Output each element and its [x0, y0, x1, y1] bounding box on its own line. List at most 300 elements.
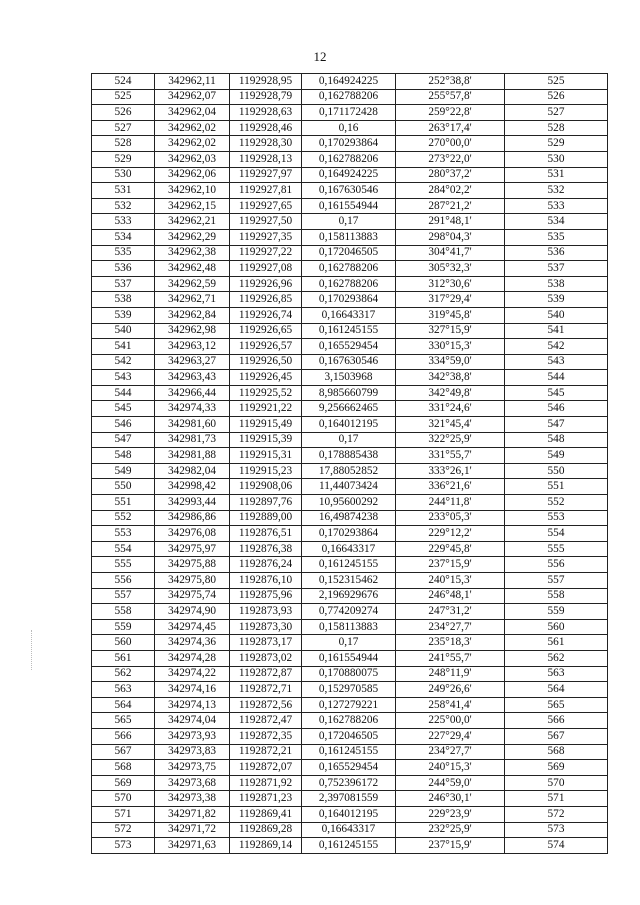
table-row — [92, 728, 608, 744]
x-coordinate-cell: 342971,72 — [155, 822, 230, 838]
table-row — [92, 105, 608, 121]
point-number-cell: 536 — [92, 261, 155, 277]
y-coordinate-cell: 1192872,87 — [230, 666, 302, 682]
distance-cell: 0,161245155 — [302, 557, 396, 573]
y-coordinate-cell: 1192869,14 — [230, 838, 302, 854]
x-coordinate-cell: 342974,36 — [155, 635, 230, 651]
x-coordinate-cell: 342973,83 — [155, 744, 230, 760]
x-coordinate-cell: 342962,06 — [155, 167, 230, 183]
next-point-cell: 560 — [505, 619, 608, 635]
point-number-cell: 570 — [92, 791, 155, 807]
distance-cell: 0,164012195 — [302, 417, 396, 433]
direction-angle-cell: 246°48,1' — [396, 588, 505, 604]
y-coordinate-cell: 1192928,30 — [230, 136, 302, 152]
direction-angle-cell: 234°27,7' — [396, 619, 505, 635]
x-coordinate-cell: 342962,48 — [155, 261, 230, 277]
y-coordinate-cell: 1192926,45 — [230, 370, 302, 386]
distance-cell: 16,49874238 — [302, 510, 396, 526]
direction-angle-cell: 240°15,3' — [396, 573, 505, 589]
point-number-cell: 525 — [92, 89, 155, 105]
point-number-cell: 569 — [92, 775, 155, 791]
point-number-cell: 540 — [92, 323, 155, 339]
y-coordinate-cell: 1192926,57 — [230, 339, 302, 355]
table-row — [92, 713, 608, 729]
point-number-cell: 565 — [92, 713, 155, 729]
table-row — [92, 463, 608, 479]
x-coordinate-cell: 342974,16 — [155, 682, 230, 698]
distance-cell: 0,162788206 — [302, 713, 396, 729]
distance-cell: 0,170293864 — [302, 292, 396, 308]
table-row — [92, 775, 608, 791]
y-coordinate-cell: 1192876,38 — [230, 541, 302, 557]
point-number-cell: 553 — [92, 526, 155, 542]
direction-angle-cell: 229°45,8' — [396, 541, 505, 557]
y-coordinate-cell: 1192928,95 — [230, 74, 302, 90]
next-point-cell: 567 — [505, 728, 608, 744]
direction-angle-cell: 322°25,9' — [396, 432, 505, 448]
distance-cell: 0,164012195 — [302, 806, 396, 822]
y-coordinate-cell: 1192872,56 — [230, 697, 302, 713]
direction-angle-cell: 235°18,3' — [396, 635, 505, 651]
table-row — [92, 74, 608, 90]
point-number-cell: 555 — [92, 557, 155, 573]
point-number-cell: 546 — [92, 417, 155, 433]
direction-angle-cell: 342°38,8' — [396, 370, 505, 386]
next-point-cell: 568 — [505, 744, 608, 760]
x-coordinate-cell: 342975,74 — [155, 588, 230, 604]
x-coordinate-cell: 342963,12 — [155, 339, 230, 355]
y-coordinate-cell: 1192926,65 — [230, 323, 302, 339]
distance-cell: 0,774209274 — [302, 604, 396, 620]
point-number-cell: 562 — [92, 666, 155, 682]
point-number-cell: 534 — [92, 229, 155, 245]
direction-angle-cell: 255°57,8' — [396, 89, 505, 105]
distance-cell: 0,178885438 — [302, 448, 396, 464]
table-row — [92, 838, 608, 854]
direction-angle-cell: 334°59,0' — [396, 354, 505, 370]
y-coordinate-cell: 1192915,23 — [230, 463, 302, 479]
direction-angle-cell: 291°48,1' — [396, 214, 505, 230]
point-number-cell: 567 — [92, 744, 155, 760]
table-row — [92, 791, 608, 807]
y-coordinate-cell: 1192915,39 — [230, 432, 302, 448]
x-coordinate-cell: 342981,88 — [155, 448, 230, 464]
distance-cell: 0,164924225 — [302, 74, 396, 90]
point-number-cell: 566 — [92, 728, 155, 744]
next-point-cell: 553 — [505, 510, 608, 526]
table-row — [92, 822, 608, 838]
distance-cell: 0,127279221 — [302, 697, 396, 713]
next-point-cell: 550 — [505, 463, 608, 479]
x-coordinate-cell: 342962,84 — [155, 307, 230, 323]
next-point-cell: 547 — [505, 417, 608, 433]
x-coordinate-cell: 342974,28 — [155, 650, 230, 666]
x-coordinate-cell: 342974,13 — [155, 697, 230, 713]
direction-angle-cell: 237°15,9' — [396, 838, 505, 854]
y-coordinate-cell: 1192869,28 — [230, 822, 302, 838]
distance-cell: 0,161554944 — [302, 650, 396, 666]
next-point-cell: 530 — [505, 151, 608, 167]
table-row — [92, 198, 608, 214]
point-number-cell: 559 — [92, 619, 155, 635]
x-coordinate-cell: 342975,97 — [155, 541, 230, 557]
y-coordinate-cell: 1192873,17 — [230, 635, 302, 651]
point-number-cell: 551 — [92, 495, 155, 511]
direction-angle-cell: 233°05,3' — [396, 510, 505, 526]
table-row — [92, 697, 608, 713]
y-coordinate-cell: 1192915,49 — [230, 417, 302, 433]
distance-cell: 0,158113883 — [302, 229, 396, 245]
distance-cell: 0,158113883 — [302, 619, 396, 635]
point-number-cell: 538 — [92, 292, 155, 308]
table-row — [92, 276, 608, 292]
distance-cell: 2,397081559 — [302, 791, 396, 807]
y-coordinate-cell: 1192927,22 — [230, 245, 302, 261]
x-coordinate-cell: 342963,43 — [155, 370, 230, 386]
point-number-cell: 530 — [92, 167, 155, 183]
y-coordinate-cell: 1192876,24 — [230, 557, 302, 573]
y-coordinate-cell: 1192876,51 — [230, 526, 302, 542]
table-row — [92, 307, 608, 323]
point-number-cell: 539 — [92, 307, 155, 323]
direction-angle-cell: 246°30,1' — [396, 791, 505, 807]
y-coordinate-cell: 1192926,74 — [230, 307, 302, 323]
y-coordinate-cell: 1192927,97 — [230, 167, 302, 183]
y-coordinate-cell: 1192927,81 — [230, 183, 302, 199]
point-number-cell: 544 — [92, 385, 155, 401]
next-point-cell: 526 — [505, 89, 608, 105]
point-number-cell: 563 — [92, 682, 155, 698]
y-coordinate-cell: 1192871,92 — [230, 775, 302, 791]
next-point-cell: 534 — [505, 214, 608, 230]
y-coordinate-cell: 1192897,76 — [230, 495, 302, 511]
direction-angle-cell: 327°15,9' — [396, 323, 505, 339]
table-row — [92, 495, 608, 511]
coordinates-table — [91, 73, 608, 854]
table-row — [92, 744, 608, 760]
x-coordinate-cell: 342974,33 — [155, 401, 230, 417]
direction-angle-cell: 305°32,3' — [396, 261, 505, 277]
table-row — [92, 370, 608, 386]
next-point-cell: 538 — [505, 276, 608, 292]
next-point-cell: 535 — [505, 229, 608, 245]
table-row — [92, 650, 608, 666]
x-coordinate-cell: 342962,11 — [155, 74, 230, 90]
distance-cell: 9,256662465 — [302, 401, 396, 417]
x-coordinate-cell: 342976,08 — [155, 526, 230, 542]
x-coordinate-cell: 342993,44 — [155, 495, 230, 511]
x-coordinate-cell: 342962,38 — [155, 245, 230, 261]
y-coordinate-cell: 1192928,13 — [230, 151, 302, 167]
direction-angle-cell: 229°23,9' — [396, 806, 505, 822]
y-coordinate-cell: 1192908,06 — [230, 479, 302, 495]
direction-angle-cell: 263°17,4' — [396, 120, 505, 136]
x-coordinate-cell: 342974,22 — [155, 666, 230, 682]
distance-cell: 0,16643317 — [302, 307, 396, 323]
direction-angle-cell: 342°49,8' — [396, 385, 505, 401]
distance-cell: 10,95600292 — [302, 495, 396, 511]
point-number-cell: 535 — [92, 245, 155, 261]
y-coordinate-cell: 1192926,50 — [230, 354, 302, 370]
point-number-cell: 554 — [92, 541, 155, 557]
table-row — [92, 229, 608, 245]
table-row — [92, 417, 608, 433]
distance-cell: 0,161245155 — [302, 744, 396, 760]
x-coordinate-cell: 342975,88 — [155, 557, 230, 573]
next-point-cell: 541 — [505, 323, 608, 339]
point-number-cell: 571 — [92, 806, 155, 822]
distance-cell: 0,167630546 — [302, 183, 396, 199]
point-number-cell: 543 — [92, 370, 155, 386]
distance-cell: 0,171172428 — [302, 105, 396, 121]
distance-cell: 0,161245155 — [302, 838, 396, 854]
y-coordinate-cell: 1192869,41 — [230, 806, 302, 822]
distance-cell: 0,172046505 — [302, 728, 396, 744]
direction-angle-cell: 273°22,0' — [396, 151, 505, 167]
next-point-cell: 565 — [505, 697, 608, 713]
direction-angle-cell: 244°59,0' — [396, 775, 505, 791]
direction-angle-cell: 259°22,8' — [396, 105, 505, 121]
y-coordinate-cell: 1192872,07 — [230, 760, 302, 776]
y-coordinate-cell: 1192927,35 — [230, 229, 302, 245]
table-row — [92, 136, 608, 152]
direction-angle-cell: 317°29,4' — [396, 292, 505, 308]
distance-cell: 0,162788206 — [302, 151, 396, 167]
y-coordinate-cell: 1192928,63 — [230, 105, 302, 121]
direction-angle-cell: 247°31,2' — [396, 604, 505, 620]
x-coordinate-cell: 342981,60 — [155, 417, 230, 433]
next-point-cell: 561 — [505, 635, 608, 651]
table-row — [92, 339, 608, 355]
x-coordinate-cell: 342962,29 — [155, 229, 230, 245]
table-row — [92, 354, 608, 370]
distance-cell: 0,152970585 — [302, 682, 396, 698]
next-point-cell: 527 — [505, 105, 608, 121]
x-coordinate-cell: 342973,93 — [155, 728, 230, 744]
point-number-cell: 572 — [92, 822, 155, 838]
distance-cell: 2,196929676 — [302, 588, 396, 604]
next-point-cell: 528 — [505, 120, 608, 136]
point-number-cell: 541 — [92, 339, 155, 355]
direction-angle-cell: 244°11,8' — [396, 495, 505, 511]
point-number-cell: 552 — [92, 510, 155, 526]
point-number-cell: 529 — [92, 151, 155, 167]
margin-mark — [31, 630, 35, 670]
distance-cell: 17,88052852 — [302, 463, 396, 479]
direction-angle-cell: 229°12,2' — [396, 526, 505, 542]
point-number-cell: 558 — [92, 604, 155, 620]
direction-angle-cell: 237°15,9' — [396, 557, 505, 573]
next-point-cell: 536 — [505, 245, 608, 261]
point-number-cell: 527 — [92, 120, 155, 136]
next-point-cell: 557 — [505, 573, 608, 589]
distance-cell: 0,17 — [302, 635, 396, 651]
next-point-cell: 569 — [505, 760, 608, 776]
y-coordinate-cell: 1192927,08 — [230, 261, 302, 277]
x-coordinate-cell: 342971,63 — [155, 838, 230, 854]
next-point-cell: 556 — [505, 557, 608, 573]
next-point-cell: 533 — [505, 198, 608, 214]
direction-angle-cell: 225°00,0' — [396, 713, 505, 729]
table-row — [92, 183, 608, 199]
x-coordinate-cell: 342973,38 — [155, 791, 230, 807]
next-point-cell: 532 — [505, 183, 608, 199]
direction-angle-cell: 304°41,7' — [396, 245, 505, 261]
direction-angle-cell: 312°30,6' — [396, 276, 505, 292]
y-coordinate-cell: 1192927,65 — [230, 198, 302, 214]
y-coordinate-cell: 1192872,21 — [230, 744, 302, 760]
x-coordinate-cell: 342986,86 — [155, 510, 230, 526]
x-coordinate-cell: 342962,02 — [155, 136, 230, 152]
direction-angle-cell: 258°41,4' — [396, 697, 505, 713]
table-row — [92, 666, 608, 682]
point-number-cell: 547 — [92, 432, 155, 448]
direction-angle-cell: 240°15,3' — [396, 760, 505, 776]
point-number-cell: 557 — [92, 588, 155, 604]
direction-angle-cell: 333°26,1' — [396, 463, 505, 479]
distance-cell: 0,152315462 — [302, 573, 396, 589]
distance-cell: 0,17 — [302, 214, 396, 230]
point-number-cell: 556 — [92, 573, 155, 589]
x-coordinate-cell: 342962,10 — [155, 183, 230, 199]
point-number-cell: 560 — [92, 635, 155, 651]
next-point-cell: 571 — [505, 791, 608, 807]
next-point-cell: 562 — [505, 650, 608, 666]
point-number-cell: 561 — [92, 650, 155, 666]
next-point-cell: 551 — [505, 479, 608, 495]
next-point-cell: 542 — [505, 339, 608, 355]
direction-angle-cell: 270°00,0' — [396, 136, 505, 152]
x-coordinate-cell: 342973,68 — [155, 775, 230, 791]
y-coordinate-cell: 1192876,10 — [230, 573, 302, 589]
table-row — [92, 573, 608, 589]
direction-angle-cell: 298°04,3' — [396, 229, 505, 245]
x-coordinate-cell: 342974,90 — [155, 604, 230, 620]
table-row — [92, 806, 608, 822]
direction-angle-cell: 252°38,8' — [396, 74, 505, 90]
point-number-cell: 524 — [92, 74, 155, 90]
point-number-cell: 550 — [92, 479, 155, 495]
x-coordinate-cell: 342962,03 — [155, 151, 230, 167]
point-number-cell: 564 — [92, 697, 155, 713]
next-point-cell: 549 — [505, 448, 608, 464]
table-row — [92, 151, 608, 167]
coordinates-table-body — [92, 74, 608, 854]
next-point-cell: 540 — [505, 307, 608, 323]
y-coordinate-cell: 1192873,02 — [230, 650, 302, 666]
distance-cell: 0,170293864 — [302, 526, 396, 542]
distance-cell: 0,161245155 — [302, 323, 396, 339]
distance-cell: 0,16643317 — [302, 541, 396, 557]
point-number-cell: 542 — [92, 354, 155, 370]
y-coordinate-cell: 1192873,93 — [230, 604, 302, 620]
y-coordinate-cell: 1192921,22 — [230, 401, 302, 417]
y-coordinate-cell: 1192928,46 — [230, 120, 302, 136]
next-point-cell: 548 — [505, 432, 608, 448]
point-number-cell: 531 — [92, 183, 155, 199]
y-coordinate-cell: 1192928,79 — [230, 89, 302, 105]
next-point-cell: 555 — [505, 541, 608, 557]
distance-cell: 0,167630546 — [302, 354, 396, 370]
point-number-cell: 528 — [92, 136, 155, 152]
point-number-cell: 533 — [92, 214, 155, 230]
x-coordinate-cell: 342998,42 — [155, 479, 230, 495]
distance-cell: 0,164924225 — [302, 167, 396, 183]
next-point-cell: 537 — [505, 261, 608, 277]
next-point-cell: 546 — [505, 401, 608, 417]
distance-cell: 0,162788206 — [302, 261, 396, 277]
direction-angle-cell: 319°45,8' — [396, 307, 505, 323]
x-coordinate-cell: 342981,73 — [155, 432, 230, 448]
x-coordinate-cell: 342975,80 — [155, 573, 230, 589]
direction-angle-cell: 280°37,2' — [396, 167, 505, 183]
next-point-cell: 564 — [505, 682, 608, 698]
direction-angle-cell: 330°15,3' — [396, 339, 505, 355]
distance-cell: 0,17 — [302, 432, 396, 448]
next-point-cell: 552 — [505, 495, 608, 511]
distance-cell: 0,170293864 — [302, 136, 396, 152]
x-coordinate-cell: 342962,15 — [155, 198, 230, 214]
next-point-cell: 554 — [505, 526, 608, 542]
distance-cell: 0,16643317 — [302, 822, 396, 838]
direction-angle-cell: 232°25,9' — [396, 822, 505, 838]
direction-angle-cell: 284°02,2' — [396, 183, 505, 199]
point-number-cell: 526 — [92, 105, 155, 121]
distance-cell: 0,752396172 — [302, 775, 396, 791]
direction-angle-cell: 336°21,6' — [396, 479, 505, 495]
x-coordinate-cell: 342962,07 — [155, 89, 230, 105]
distance-cell: 0,172046505 — [302, 245, 396, 261]
y-coordinate-cell: 1192915,31 — [230, 448, 302, 464]
distance-cell: 11,44073424 — [302, 479, 396, 495]
next-point-cell: 563 — [505, 666, 608, 682]
next-point-cell: 574 — [505, 838, 608, 854]
table-row — [92, 760, 608, 776]
y-coordinate-cell: 1192872,47 — [230, 713, 302, 729]
y-coordinate-cell: 1192873,30 — [230, 619, 302, 635]
x-coordinate-cell: 342971,82 — [155, 806, 230, 822]
table-row — [92, 261, 608, 277]
distance-cell: 3,1503968 — [302, 370, 396, 386]
point-number-cell: 532 — [92, 198, 155, 214]
x-coordinate-cell: 342982,04 — [155, 463, 230, 479]
table-row — [92, 89, 608, 105]
next-point-cell: 545 — [505, 385, 608, 401]
x-coordinate-cell: 342962,98 — [155, 323, 230, 339]
direction-angle-cell: 234°27,7' — [396, 744, 505, 760]
point-number-cell: 568 — [92, 760, 155, 776]
table-row — [92, 385, 608, 401]
point-number-cell: 545 — [92, 401, 155, 417]
distance-cell: 0,16 — [302, 120, 396, 136]
point-number-cell: 548 — [92, 448, 155, 464]
table-row — [92, 401, 608, 417]
y-coordinate-cell: 1192927,50 — [230, 214, 302, 230]
distance-cell: 0,162788206 — [302, 276, 396, 292]
table-row — [92, 604, 608, 620]
page-number: 12 — [313, 49, 327, 64]
direction-angle-cell: 241°55,7' — [396, 650, 505, 666]
table-row — [92, 635, 608, 651]
next-point-cell: 543 — [505, 354, 608, 370]
y-coordinate-cell: 1192925,52 — [230, 385, 302, 401]
distance-cell: 8,985660799 — [302, 385, 396, 401]
direction-angle-cell: 248°11,9' — [396, 666, 505, 682]
y-coordinate-cell: 1192871,23 — [230, 791, 302, 807]
direction-angle-cell: 321°45,4' — [396, 417, 505, 433]
x-coordinate-cell: 342962,02 — [155, 120, 230, 136]
x-coordinate-cell: 342962,71 — [155, 292, 230, 308]
